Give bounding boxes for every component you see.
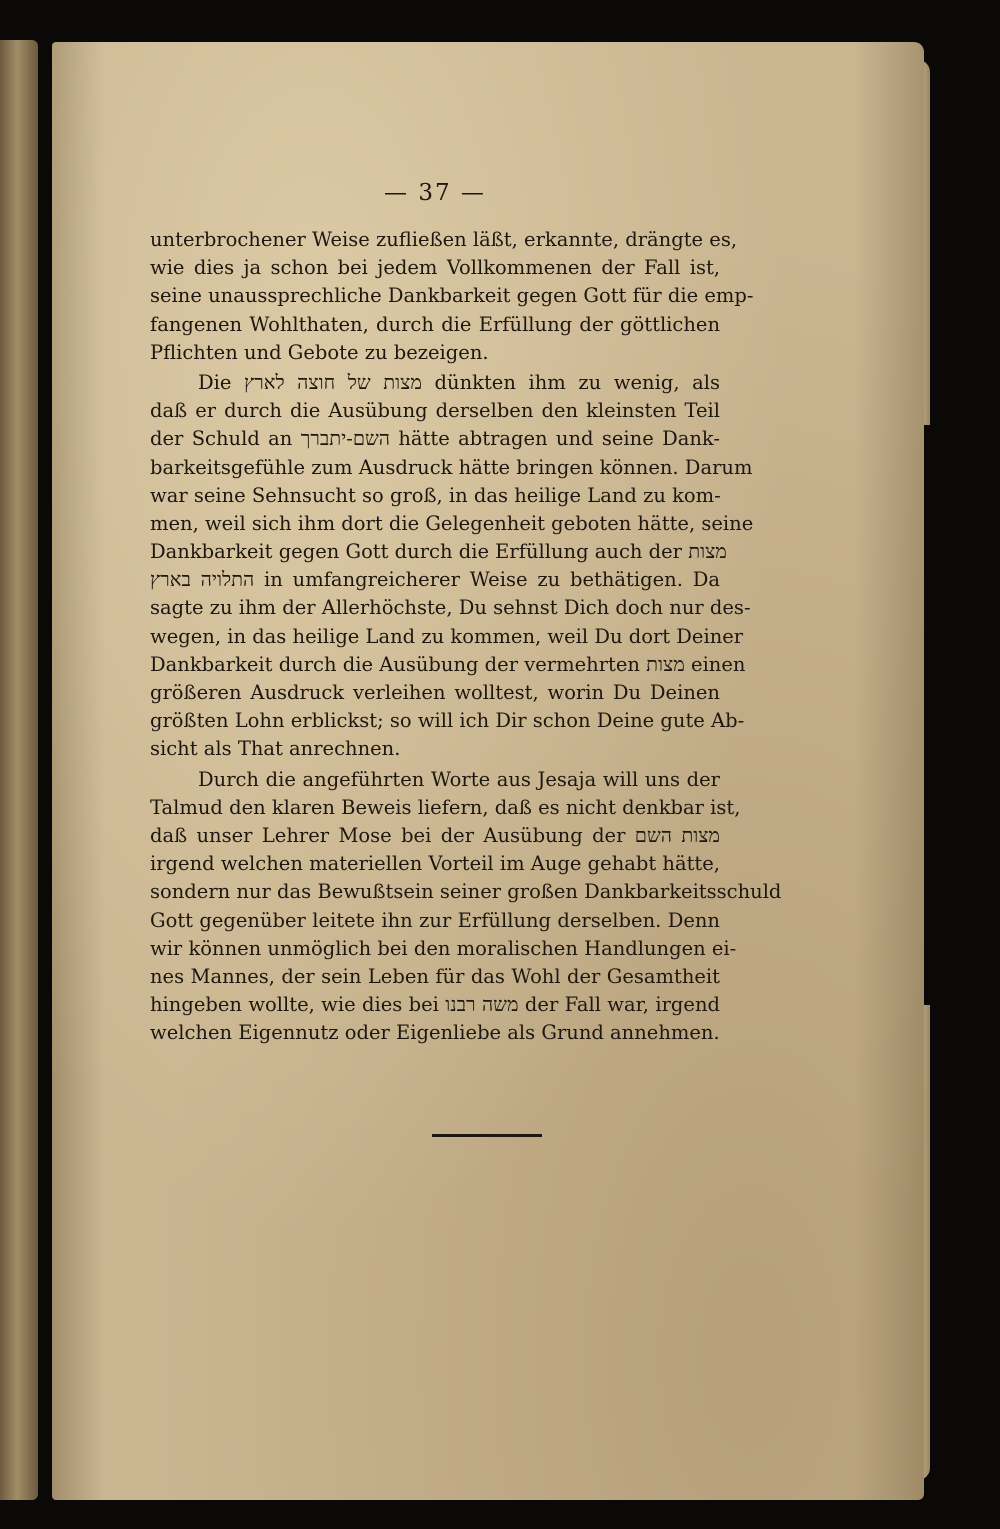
text-line: Gott gegenüber leitete ihn zur Erfüllung derselben. Denn: [150, 908, 720, 932]
text-line: sondern nur das Bewußtsein seiner großen Dankbarkeitsschuld: [150, 880, 782, 904]
text-line: Dankbarkeit durch die Ausübung der vermehrten מצות einen: [150, 652, 746, 676]
text-line: barkeitsgefühle zum Ausdruck hätte bringen können. Darum: [150, 455, 753, 479]
text-line: התלויה בארץ in umfangreicherer Weise zu bethätigen. Da: [150, 568, 720, 592]
text-line: daß er durch die Ausübung derselben den kleinsten Teil: [150, 399, 720, 423]
text-line: fangenen Wohlthaten, durch die Erfüllung der göttlichen: [150, 312, 720, 336]
paragraph-3: [150, 766, 782, 1048]
text-line: men, weil sich ihm dort die Gelegenheit geboten hätte, seine: [150, 511, 754, 535]
paragraph-2: [150, 369, 754, 764]
text-line: wegen, in das heilige Land zu kommen, weil Du dort Deiner: [150, 624, 744, 648]
text-line: Die מצות של חוצה לארץ dünkten ihm zu wenig, als: [198, 370, 720, 394]
text-line: welchen Eigennutz oder Eigenliebe als Grund annehmen.: [150, 1021, 720, 1045]
text-line: nes Mannes, der sein Leben für das Wohl der Gesamtheit: [150, 964, 720, 988]
text-line: irgend welchen materiellen Vorteil im Auge gehabt hätte,: [150, 852, 720, 876]
page-number: — 37 —: [384, 180, 486, 206]
closing-rule: [432, 1134, 542, 1137]
text-line: Durch die angeführten Worte aus Jesaja will uns der: [198, 767, 720, 791]
text-line: unterbrochener Weise zufließen läßt, erkannte, drängte es,: [150, 228, 738, 251]
text-line: hingeben wollte, wie dies bei משה רבנו der Fall war, irgend: [150, 993, 720, 1017]
text-line: sagte zu ihm der Allerhöchste, Du sehnst Dich doch nur des-: [150, 596, 751, 620]
page-content: [150, 180, 782, 1047]
previous-page-edge: [0, 40, 38, 1500]
paragraph-1: [150, 226, 754, 367]
text-line: war seine Sehnsucht so groß, in das heilige Land zu kom-: [150, 483, 721, 507]
text-line: wir können unmöglich bei den moralischen Handlungen ei-: [150, 936, 737, 960]
text-line: Dankbarkeit gegen Gott durch die Erfüllung auch der מצות: [150, 540, 727, 564]
text-line: größten Lohn erblickst; so will ich Dir schon Deine gute Ab-: [150, 709, 745, 733]
text-line: größeren Ausdruck verleihen wolltest, worin Du Deinen: [150, 681, 720, 704]
text-line: Pflichten und Gebote zu bezeigen.: [150, 340, 489, 364]
text-line: seine unaussprechliche Dankbarkeit gegen Gott für die emp-: [150, 284, 754, 308]
text-line: daß unser Lehrer Mose bei der Ausübung der מצות השם: [150, 823, 720, 847]
text-line: sicht als That anrechnen.: [150, 737, 401, 761]
text-line: Talmud den klaren Beweis liefern, daß es nicht denkbar ist,: [150, 795, 741, 819]
text-line: der Schuld an השם-יתברך hätte abtragen und seine Dank-: [150, 427, 720, 451]
text-line: wie dies ja schon bei jedem Vollkommenen der Fall ist,: [150, 256, 720, 280]
